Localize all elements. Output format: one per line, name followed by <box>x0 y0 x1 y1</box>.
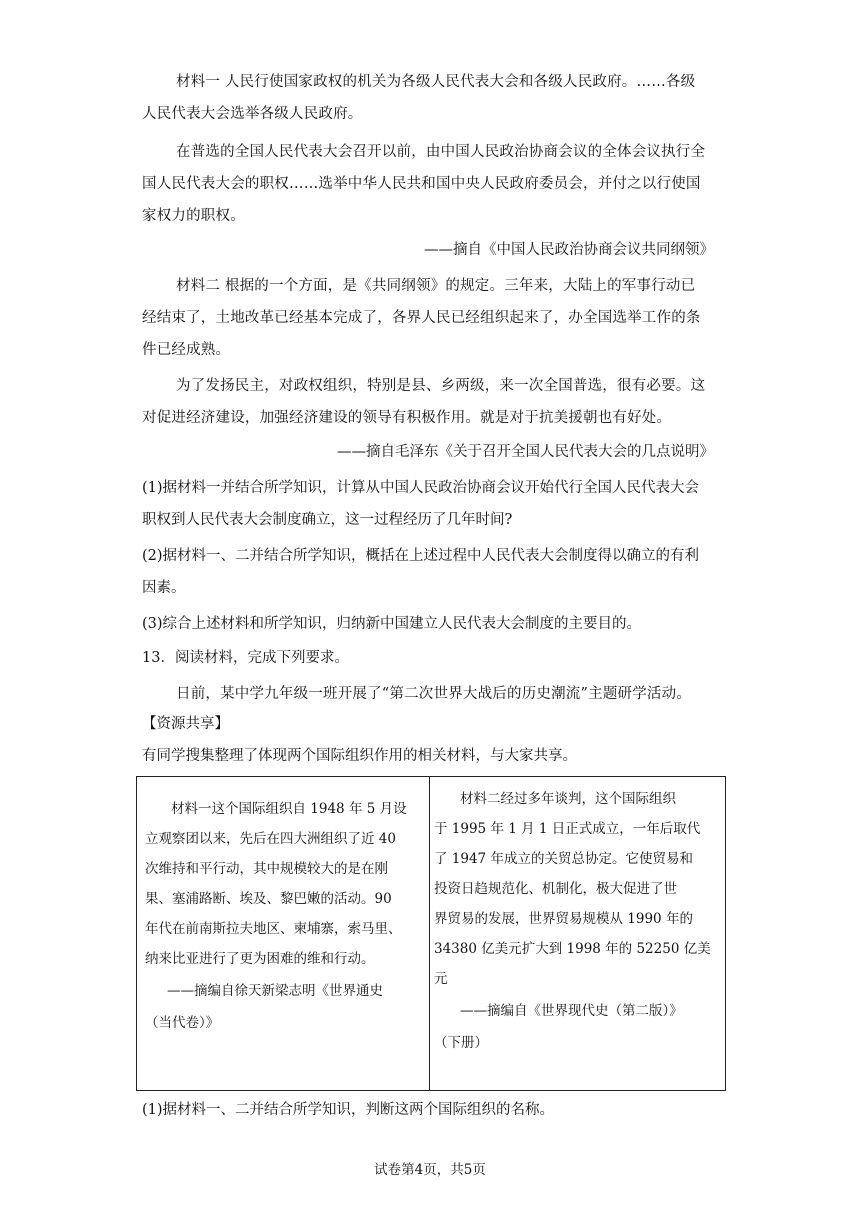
table-left-line-1: 材料一这个国际组织自 1948 年 5 月设 <box>171 801 407 817</box>
question-1-line-2: 职权到人民代表大会制度确立，这一过程经历了几年时间? <box>142 512 513 528</box>
resource-share-text: 有同学搜集整理了体现两个国际组织作用的相关材料，与大家共享。 <box>142 748 577 764</box>
table-left-line-6: 纳来比亚进行了更为困难的维和行动。 <box>145 951 375 967</box>
table-right-line-3: 了 1947 年成立的关贸总协定。它使贸易和 <box>434 851 693 867</box>
table-cell-material-1 <box>137 777 429 1090</box>
materials-table <box>136 776 726 1091</box>
question-2-line-2: 因素。 <box>142 580 186 596</box>
material-1-para2-line-3: 家权力的职权。 <box>142 208 245 224</box>
question-1-line-1: (1)据材料一并结合所学知识，计算从中国人民政治协商会议开始代行全国人民代表大会 <box>142 480 700 496</box>
material-1-para2-line-2: 国人民代表大会的职权……选举中华人民共和国中央人民政府委员会，并付之以行使国 <box>142 176 701 192</box>
material-2-line-1: 材料二 根据的一个方面，是《共同纲领》的规定。三年来，大陆上的军事行动已 <box>176 278 696 294</box>
table-right-line-2: 于 1995 年 1 月 1 日正式成立，一年后取代 <box>434 821 701 837</box>
table-left-line-3: 次维持和平行动，其中规模较大的是在刚 <box>145 861 388 877</box>
item-13-intro: 日前，某中学九年级一班开展了“第二次世界大战后的历史潮流”主题研学活动。 <box>176 686 692 702</box>
table-right-line-1: 材料二经过多年谈判，这个国际组织 <box>460 791 676 807</box>
table-right-source-line-2: （下册） <box>434 1035 488 1051</box>
table-right-line-4: 投资日趋规范化、机制化，极大促进了世 <box>434 881 677 897</box>
material-1-para2-line-1: 在普选的全国人民代表大会召开以前，由中国人民政治协商会议的全体会议执行全 <box>176 144 706 160</box>
resource-share-label: 【资源共享】 <box>142 716 229 732</box>
material-1-line-2: 人民代表大会选举各级人民政府。 <box>142 106 363 122</box>
material-2-para2-line-2: 对促进经济建设，加强经济建设的领导有积极作用。就是对于抗美援朝也有好处。 <box>142 410 672 426</box>
question-3-line-1: (3)综合上述材料和所学知识，归纳新中国建立人民代表大会制度的主要目的。 <box>142 616 642 632</box>
table-left-line-5: 年代在前南斯拉夫地区、柬埔寨，索马里、 <box>145 921 402 937</box>
material-1-source: ——摘自《中国人民政治协商会议共同纲领》 <box>424 242 714 258</box>
item-13-question-1: (1)据材料一、二并结合所学知识，判断这两个国际组织的名称。 <box>142 1102 555 1118</box>
table-left-line-2: 立观察团以来，先后在四大洲组织了近 40 <box>145 831 396 847</box>
material-2-line-3: 件已经成熟。 <box>142 342 231 358</box>
table-right-line-7: 元 <box>434 971 448 987</box>
table-right-line-5: 界贸易的发展，世界贸易规模从 1990 年的 <box>434 911 693 927</box>
material-2-para2-line-1: 为了发扬民主，对政权组织，特别是县、乡两级，来一次全国普选，很有必要。这 <box>176 378 706 394</box>
item-13-heading: 13．阅读材料，完成下列要求。 <box>142 650 349 666</box>
material-2-source: ——摘自毛泽东《关于召开全国人民代表大会的几点说明》 <box>337 444 714 460</box>
table-right-line-6: 34380 亿美元扩大到 1998 年的 52250 亿美 <box>434 941 711 957</box>
question-2-line-1: (2)据材料一、二并结合所学知识，概括在上述过程中人民代表大会制度得以确立的有利 <box>142 548 700 564</box>
table-left-source-line-2: （当代卷）》 <box>145 1015 220 1031</box>
table-cell-material-2 <box>430 777 726 1090</box>
material-2-line-2: 经结束了，土地改革已经基本完成了，各界人民已经组织起来了，办全国选举工作的条 <box>142 310 701 326</box>
page-footer: 试卷第4页，共5页 <box>374 1162 486 1178</box>
table-right-source-line-1: ——摘编自《世界现代史（第二版）》 <box>460 1003 683 1019</box>
table-left-source-line-1: ——摘编自徐天新梁志明《世界通史 <box>167 983 383 999</box>
table-left-line-4: 果、塞浦路断、埃及、黎巴嫩的活动。90 <box>145 891 392 907</box>
material-1-line-1: 材料一 人民行使国家政权的机关为各级人民代表大会和各级人民政府。……各级 <box>176 74 696 90</box>
